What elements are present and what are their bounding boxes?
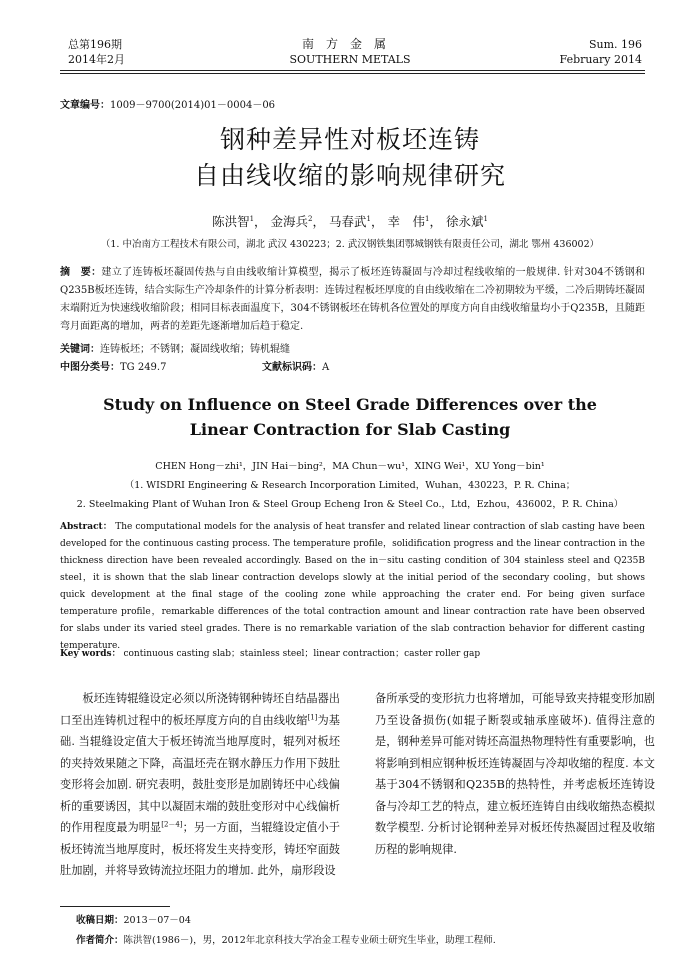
clc-value: TG 249.7 — [120, 362, 167, 373]
document-code — [262, 358, 329, 373]
journal-name-cn: 南方金属 — [301, 37, 398, 51]
author-name: 金海兵 — [270, 214, 309, 229]
issue-cn: 总第196期 — [68, 38, 122, 51]
header-rule — [60, 70, 645, 71]
article-number — [60, 96, 275, 111]
author-affiliation-mark: 1 — [249, 214, 255, 223]
received-value: 2013－07－04 — [123, 915, 191, 926]
body-column-right: 备所承受的变形抗力也将增加，可能导致夹持辊变形加剧乃至设备损伤(如辊子断裂或轴承座破坏). 值得注意的是，钢种差异可能对铸坯高温热物理特性有重要影响，也将影响到相应钢种板坯连铸凝固与冷却收缩的程度. 本文基于304不锈钢和Q235B的热特性，并考虑板坯连铸设备与冷却工艺的特点，建立板坯连铸自由线收缩热态模拟数学模型. 分析讨论钢种差异对板坯传热凝固过程及收缩历程的影响规律. — [375, 692, 655, 856]
abstract-en-label: Abstract： — [60, 522, 113, 532]
affiliation-en-1: （1. WISDRI Engineering & Research Incorporation Limited，Wuhan，430223，P. R. China； — [124, 480, 576, 491]
abstract-cn-label: 摘 要： — [60, 267, 102, 278]
affiliation-cn: （1. 中冶南方工程技术有限公司，湖北 武汉 430223；2. 武汉钢铁集团鄂城钢铁有限责任公司，湖北 鄂州 436002） — [100, 239, 600, 250]
body-text: 为基础. 当辊缝设定值大于板坯铸流当地厚度时，辊列对板坯的夹持效果随之下降，高温坯壳在钢水静压力作用下鼓肚变形将会加剧. 研究表明，鼓肚变形是加剧铸坯中心线偏析的重要诱因，其中以凝固末端的鼓肚变形对中心线偏析的作用程度最为明显 — [60, 713, 340, 834]
abstract-cn — [60, 264, 645, 336]
author-affiliation-mark: 2 — [308, 214, 313, 223]
clc-number — [60, 358, 166, 373]
header-rule-thin — [60, 73, 645, 74]
author-name: 幸 伟 — [387, 214, 425, 229]
received-label: 收稿日期： — [76, 915, 124, 926]
author-bio-text: 陈洪智(1986－)，男，2012年北京科技大学冶金工程专业硕士研究生毕业，助理工程师. — [123, 935, 496, 946]
author-name: 徐永斌 — [445, 214, 484, 229]
title-cn-line-2: 自由线收缩的影响规律研究 — [193, 161, 506, 190]
keywords-cn-text: 连铸板坯；不锈钢；凝固线收缩；铸机辊缝 — [100, 344, 290, 355]
affiliation-en-2: 2. Steelmaking Plant of Wuhan Iron & Steel Group Echeng Iron & Steel Co.，Ltd，Ezhou，436002，P. R. China） — [76, 499, 624, 510]
date-en: February 2014 — [559, 53, 642, 66]
received-date — [76, 912, 191, 926]
author-name: 马春武 — [329, 214, 367, 229]
journal-name-en: SOUTHERN METALS — [289, 53, 411, 66]
document-code-label: 文献标识码： — [262, 362, 322, 373]
body-text: ；另一方面，当辊缝设定值小于板坯铸流当地厚度时，板坯将发生夹持变形，铸坯窄面鼓肚加剧，并将导致铸流拉坯阻力的增加. 此外，扇形段设 — [60, 821, 340, 877]
author-affiliation-mark: 1 — [366, 214, 371, 223]
title-en-line-2: Linear Contraction for Slab Casting — [189, 420, 511, 439]
authors-en: CHEN Hong－zhi¹，JIN Hai－bing²，MA Chun－wu¹，XING Wei¹，XU Yong－bin¹ — [155, 461, 545, 472]
document-code-value: A — [322, 362, 330, 373]
keywords-en-label: Key words： — [60, 649, 121, 659]
clc-label: 中图分类号： — [60, 362, 120, 373]
body-column-left — [60, 688, 340, 882]
abstract-en-text: The computational models for the analysis of heat transfer and related linear contraction of slab casting have been developed for the continuous casting process. The temperature profile，solidification progress and the linear contraction in the thickness direction have been revealed accordingly. Based on the in－situ casting condition of 304 stainless steel and Q235B steel，it is shown that the slab linear contraction develops slowly at the initial period of the secondary cooling，but shows quick development at the final stage of the cooling zone while approaching the crater end. For being given surface temperature profile，remarkable differences of the total contraction amount and linear contraction rate have been observed for slabs under its varied steel grades. There is no remarkable variation of the slab contraction behavior for different casting temperature. — [60, 522, 645, 651]
citation: [1] — [307, 712, 318, 721]
body-text: 板坯连铸辊缝设定必须以所浇铸钢种铸坯自结晶器出口至出连铸机过程中的板坯厚度方向的自由线收缩 — [60, 692, 340, 727]
author-affiliation-mark: 1 — [424, 214, 430, 223]
date-cn: 2014年2月 — [68, 53, 125, 66]
abstract-cn-text: 建立了连铸板坯凝固传热与自由线收缩计算模型，揭示了板坯连铸凝固与冷却过程线收缩的一般规律. 针对304不锈钢和Q235B板坯连铸，结合实际生产冷却条件的计算分析表明：连铸过程板坯厚度的自由线收缩在二冷初期较为平缓，二冷后期铸坯凝固末端附近为快速线收缩阶段；相同目标表面温度下，304不锈钢板坯在铸机各位置处的厚度方向自由线收缩量均小于Q235B，且随距弯月面距离的增加，两者的差距先逐渐增加后趋于稳定. — [60, 267, 645, 332]
keywords-en-text: continuous casting slab；stainless steel；linear contraction；caster roller gap — [123, 649, 481, 659]
author-bio-label: 作者简介： — [76, 935, 124, 946]
authors-cn: 陈洪智$^1$， 金海兵$^2$， 马春武$^1$， 幸 伟$^1$， 徐永斌$^1$ — [212, 214, 488, 229]
keywords-cn-label: 关键词： — [60, 344, 100, 355]
keywords-cn — [60, 340, 290, 355]
abstract-en — [60, 519, 645, 655]
author-bio — [76, 932, 496, 946]
title-en-line-1: Study on Influence on Steel Grade Differences over the — [103, 395, 597, 414]
author-affiliation-mark: 1 — [483, 214, 488, 223]
author-name: 陈洪智 — [212, 214, 250, 229]
keywords-en — [60, 646, 645, 663]
header-right — [560, 37, 642, 67]
citation: [2－4] — [161, 820, 183, 829]
footnote-rule — [60, 906, 170, 907]
article-number-label: 文章编号： — [60, 100, 110, 111]
article-number-value: 1009－9700(2014)01－0004－06 — [110, 100, 276, 111]
issue-en: Sum. 196 — [588, 38, 642, 51]
title-cn-line-1: 钢种差异性对板坯连铸 — [219, 125, 480, 154]
